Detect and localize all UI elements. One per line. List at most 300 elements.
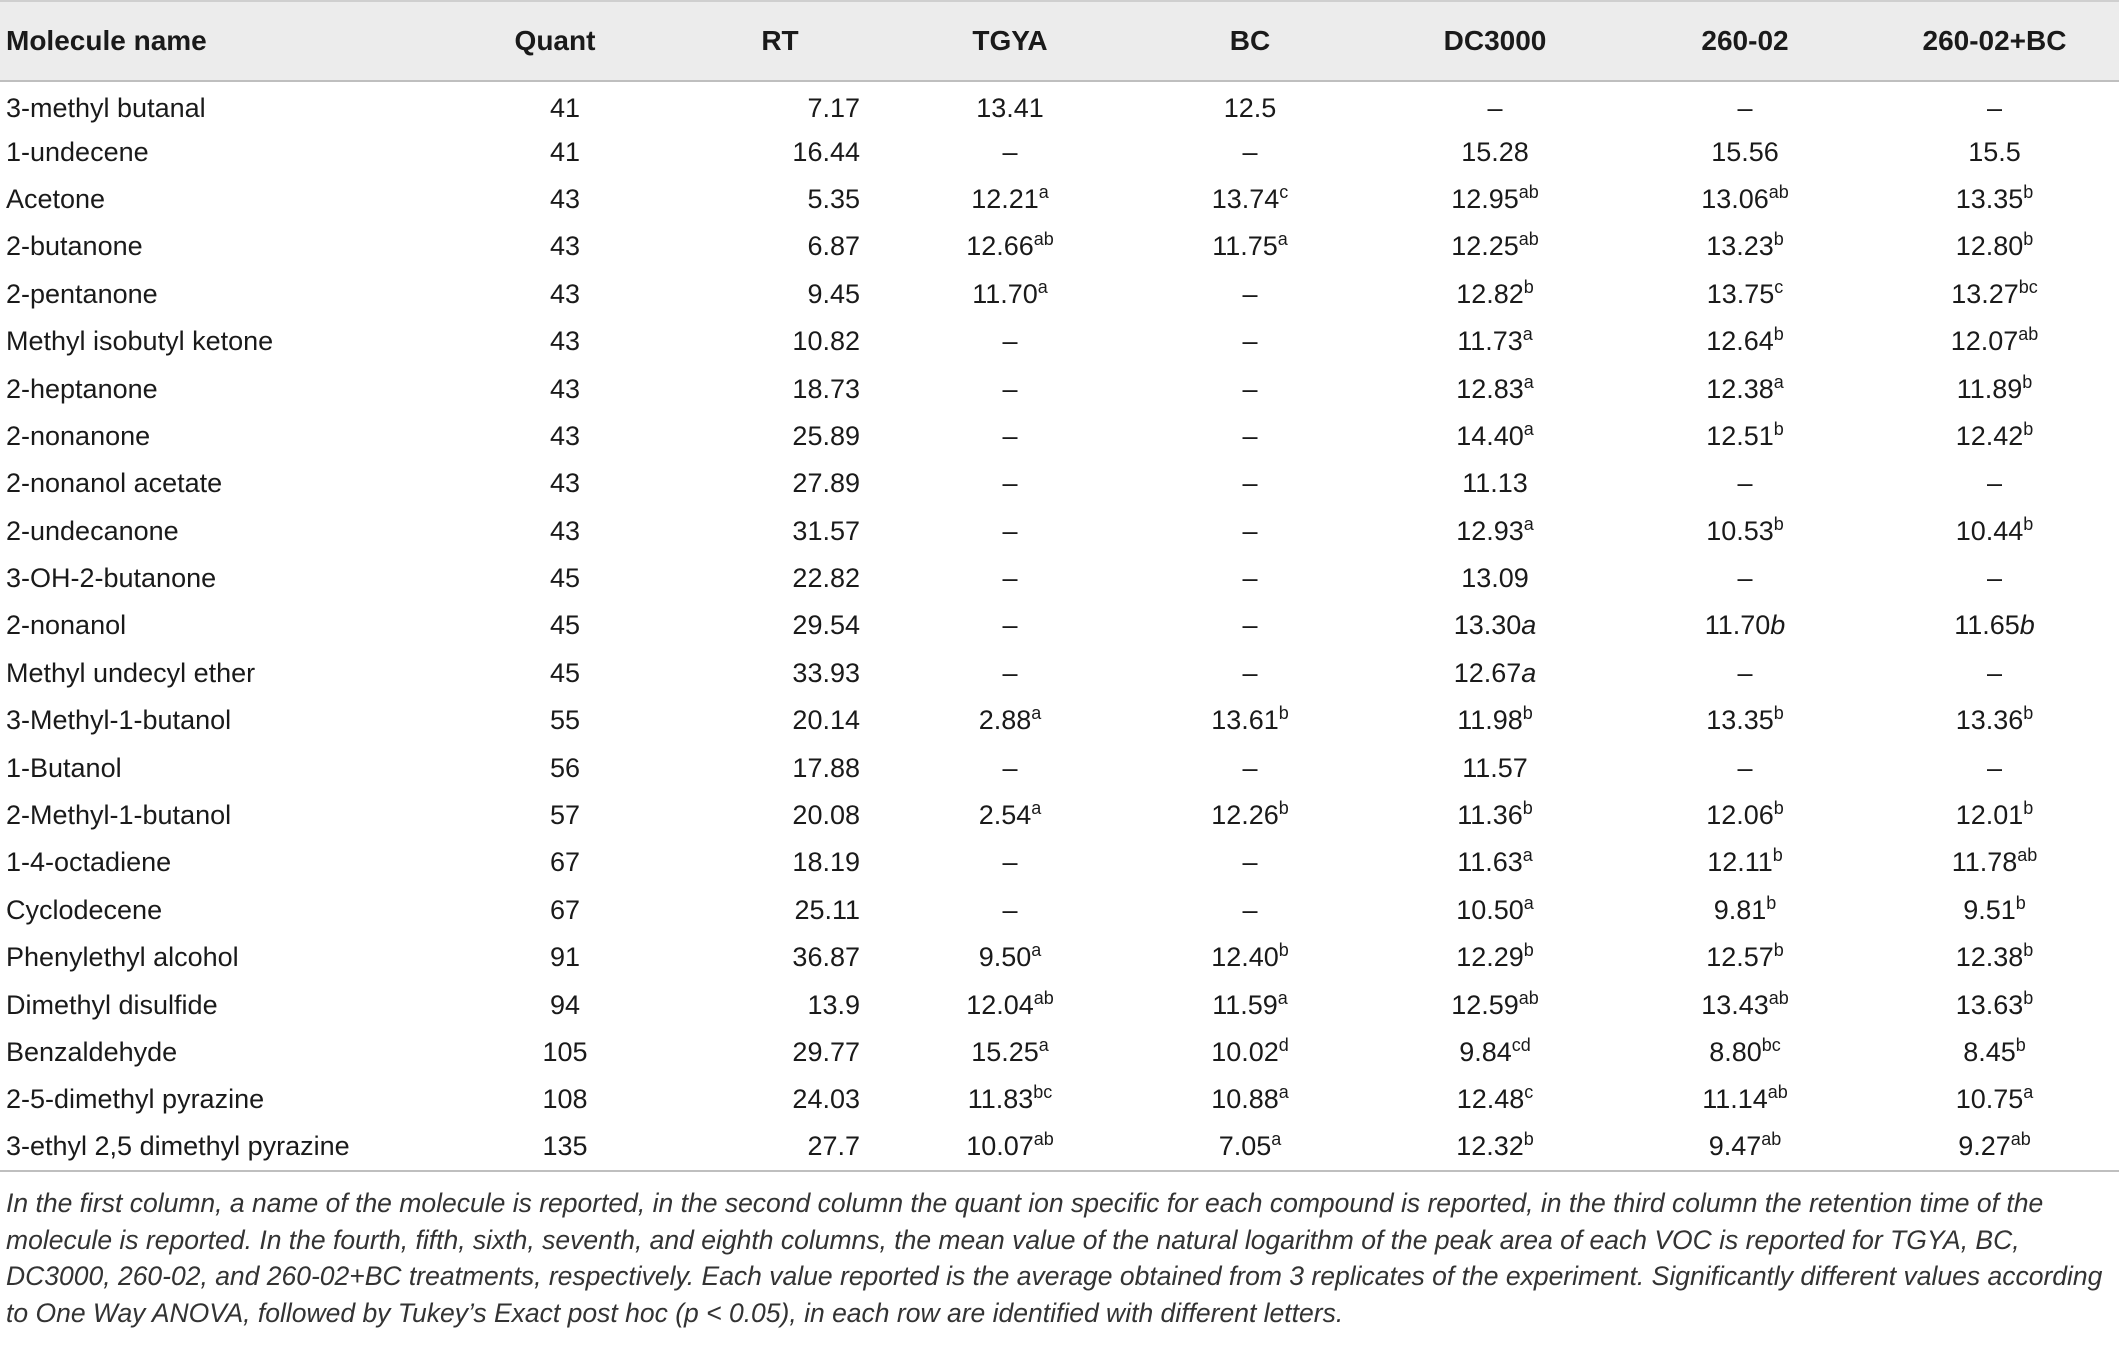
- cell-rt: [670, 176, 890, 223]
- value-tgya: –: [1002, 610, 1018, 641]
- significance-letter: b: [1522, 798, 1533, 819]
- value-tgya: –: [1002, 894, 1018, 925]
- cell-quant: [440, 223, 670, 270]
- significance-letter: ab: [1033, 229, 1054, 250]
- cell-dc3000: [1370, 223, 1620, 270]
- cell-tgya: [890, 81, 1130, 128]
- value-bc: –: [1242, 515, 1258, 546]
- header-bc: BC: [1130, 1, 1370, 81]
- cell-molecule-name: 3-Methyl-1-butanol: [6, 705, 232, 736]
- significance-letter: b: [1773, 703, 1784, 724]
- value-dc3000: 13.30: [1453, 610, 1522, 641]
- value-260-02-bc: 15.5: [1968, 136, 2021, 167]
- cell-bc: [1130, 271, 1370, 318]
- table-row: [0, 365, 2119, 412]
- cell-260-02: [1620, 744, 1870, 791]
- cell-tgya: [890, 271, 1130, 318]
- significance-letter: b: [1523, 1129, 1534, 1150]
- table-row: [0, 413, 2119, 460]
- header-260-02: 260-02: [1620, 1, 1870, 81]
- cell-quant: [440, 887, 670, 934]
- significance-letter: b: [2023, 798, 2034, 819]
- value-dc3000: 11.13: [1462, 468, 1528, 499]
- cell-tgya: [890, 460, 1130, 507]
- value-260-02: 13.75: [1706, 278, 1775, 309]
- significance-letter: bc: [2018, 276, 2038, 297]
- value-tgya: –: [1002, 373, 1018, 404]
- cell-rt: [670, 697, 890, 744]
- value-260-02-bc: –: [1986, 657, 2003, 688]
- value-bc: –: [1242, 136, 1258, 167]
- quant-value: 108: [542, 1084, 588, 1115]
- significance-letter: b: [2023, 418, 2034, 439]
- header-row: [0, 1, 2119, 81]
- value-dc3000: 12.59: [1451, 989, 1519, 1020]
- cell-260-02-bc: [1870, 1076, 2119, 1123]
- significance-letter: ab: [1768, 181, 1789, 202]
- value-260-02-bc: 8.45: [1963, 1037, 2016, 1067]
- value-bc: –: [1242, 610, 1258, 641]
- rt-value: 33.93: [792, 657, 860, 688]
- cell-molecule-name: 3-OH-2-butanone: [6, 563, 217, 594]
- cell-260-02: [1620, 318, 1870, 365]
- cell-rt: [670, 602, 890, 649]
- value-bc: –: [1242, 563, 1258, 594]
- value-bc: 10.88: [1211, 1084, 1279, 1115]
- table-row: [0, 223, 2119, 270]
- value-dc3000: 12.83: [1456, 373, 1524, 404]
- table-row: [0, 1124, 2119, 1171]
- significance-letter: a: [1031, 798, 1042, 819]
- value-260-02-bc: 13.27: [1951, 278, 2019, 309]
- significance-letter: a: [1522, 324, 1533, 345]
- quant-value: 43: [549, 231, 581, 262]
- value-260-02-bc: 10.75: [1955, 1084, 2024, 1115]
- value-260-02: 12.38: [1706, 373, 1774, 404]
- cell-260-02-bc: [1870, 81, 2119, 128]
- cell-tgya: [890, 839, 1130, 886]
- rt-value: 18.19: [792, 847, 860, 878]
- cell-rt: [670, 413, 890, 460]
- cell-tgya: [890, 508, 1130, 555]
- cell-rt: [670, 223, 890, 270]
- cell-260-02: [1620, 81, 1870, 128]
- value-tgya: 10.07: [966, 1131, 1034, 1162]
- quant-value: 45: [549, 610, 581, 641]
- value-dc3000: 12.67: [1453, 657, 1522, 688]
- value-260-02: 12.57: [1706, 942, 1774, 973]
- cell-bc: [1130, 650, 1370, 697]
- quant-value: 43: [549, 326, 581, 357]
- cell-bc: [1130, 318, 1370, 365]
- rt-value: 31.57: [792, 515, 860, 546]
- value-260-02: 13.35: [1706, 705, 1774, 736]
- value-260-02: 10.53: [1706, 515, 1774, 546]
- table-row: [0, 271, 2119, 318]
- significance-letter: a: [1523, 418, 1534, 439]
- table-row: [0, 650, 2119, 697]
- significance-letter: d: [1278, 1035, 1289, 1055]
- significance-letter: a: [1523, 371, 1534, 392]
- cell-260-02-bc: [1870, 934, 2119, 981]
- value-dc3000: 12.82: [1456, 278, 1524, 309]
- cell-260-02-bc: [1870, 697, 2119, 744]
- significance-letter: a: [1523, 892, 1534, 913]
- value-260-02: 12.64: [1706, 326, 1774, 357]
- cell-260-02: [1620, 271, 1870, 318]
- value-dc3000: 11.63: [1457, 847, 1523, 878]
- value-dc3000: 11.57: [1462, 752, 1528, 783]
- value-tgya: –: [1002, 136, 1018, 167]
- cell-bc: [1130, 1029, 1370, 1076]
- cell-260-02-bc: [1870, 887, 2119, 934]
- significance-letter: b: [2023, 229, 2034, 250]
- significance-letter: b: [2015, 892, 2026, 913]
- cell-260-02-bc: [1870, 555, 2119, 602]
- rt-value: 29.77: [792, 1037, 860, 1067]
- cell-260-02: [1620, 792, 1870, 839]
- cell-260-02-bc: [1870, 318, 2119, 365]
- cell-quant: [440, 650, 670, 697]
- cell-bc: [1130, 223, 1370, 270]
- rt-value: 27.89: [792, 468, 860, 499]
- cell-bc: [1130, 602, 1370, 649]
- value-260-02: –: [1737, 657, 1753, 688]
- table-row: [0, 602, 2119, 649]
- header-260-02-bc: 260-02+BC: [1870, 1, 2119, 81]
- table-row: [0, 887, 2119, 934]
- value-bc: –: [1242, 420, 1258, 451]
- cell-molecule-name: 2-butanone: [6, 231, 143, 262]
- significance-letter: ab: [1518, 181, 1539, 202]
- cell-dc3000: [1370, 1076, 1620, 1123]
- value-tgya: –: [1002, 847, 1018, 878]
- cell-dc3000: [1370, 271, 1620, 318]
- value-260-02: 13.06: [1701, 183, 1769, 214]
- significance-letter: b: [1773, 940, 1784, 961]
- value-dc3000: 12.95: [1451, 183, 1519, 214]
- value-bc: 13.61: [1211, 705, 1279, 736]
- significance-letter: b: [1278, 940, 1289, 961]
- value-bc: –: [1242, 894, 1258, 925]
- cell-260-02-bc: [1870, 128, 2119, 175]
- cell-tgya: [890, 1124, 1130, 1171]
- rt-value: 36.87: [792, 942, 860, 973]
- value-260-02-bc: 11.65: [1954, 610, 2020, 641]
- cell-quant: [440, 1076, 670, 1123]
- cell-260-02: [1620, 508, 1870, 555]
- rt-value: 22.82: [792, 563, 860, 594]
- cell-quant: [440, 271, 670, 318]
- cell-molecule-name: 2-pentanone: [6, 278, 158, 309]
- cell-bc: [1130, 744, 1370, 791]
- cell-260-02: [1620, 1076, 1870, 1123]
- cell-bc: [1130, 460, 1370, 507]
- cell-rt: [670, 318, 890, 365]
- quant-value: 41: [549, 92, 581, 123]
- quant-value: 43: [549, 278, 581, 309]
- value-dc3000: 11.98: [1457, 705, 1523, 736]
- cell-bc: [1130, 508, 1370, 555]
- rt-value: 20.08: [792, 800, 860, 831]
- value-260-02: –: [1737, 563, 1753, 594]
- cell-molecule-name: Methyl undecyl ether: [6, 657, 256, 688]
- quant-value: 43: [549, 468, 581, 499]
- value-260-02-bc: 12.42: [1955, 420, 2024, 451]
- cell-rt: [670, 792, 890, 839]
- value-260-02-bc: 11.78: [1951, 847, 2018, 878]
- significance-letter: b: [2023, 513, 2034, 534]
- value-tgya: –: [1002, 563, 1018, 594]
- table-row: [0, 981, 2119, 1028]
- cell-260-02-bc: [1870, 223, 2119, 270]
- cell-bc: [1130, 887, 1370, 934]
- quant-value: 55: [549, 705, 581, 736]
- value-260-02: 8.80: [1709, 1037, 1762, 1067]
- table-row: [0, 318, 2119, 365]
- quant-value: 43: [549, 373, 581, 404]
- cell-260-02: [1620, 413, 1870, 460]
- value-bc: 12.5: [1223, 92, 1277, 123]
- cell-molecule-name: Acetone: [6, 183, 106, 214]
- cell-bc: [1130, 81, 1370, 128]
- value-dc3000: 14.40: [1456, 420, 1524, 451]
- value-dc3000: 11.36: [1457, 800, 1523, 831]
- significance-letter: a: [1522, 845, 1533, 866]
- value-bc: 13.74: [1211, 183, 1280, 214]
- value-260-02-bc: –: [1986, 563, 2003, 594]
- table-row: [0, 555, 2119, 602]
- cell-quant: [440, 839, 670, 886]
- cell-260-02-bc: [1870, 981, 2119, 1028]
- cell-260-02-bc: [1870, 650, 2119, 697]
- cell-260-02-bc: [1870, 413, 2119, 460]
- table-row: [0, 792, 2119, 839]
- value-dc3000: 9.84: [1459, 1037, 1512, 1067]
- value-tgya: 12.21: [971, 183, 1039, 214]
- significance-letter: b: [1773, 418, 1784, 439]
- cell-tgya: [890, 650, 1130, 697]
- cell-rt: [670, 744, 890, 791]
- cell-tgya: [890, 555, 1130, 602]
- value-260-02: 11.14: [1702, 1084, 1768, 1115]
- value-260-02-bc: 11.89: [1956, 373, 2023, 404]
- quant-value: 91: [549, 942, 581, 973]
- cell-molecule-name: 1-Butanol: [6, 752, 122, 783]
- significance-letter: b: [1766, 892, 1777, 913]
- value-dc3000: 15.28: [1461, 136, 1529, 167]
- cell-rt: [670, 934, 890, 981]
- significance-letter: b: [2022, 371, 2033, 392]
- cell-260-02-bc: [1870, 460, 2119, 507]
- cell-rt: [670, 508, 890, 555]
- cell-bc: [1130, 128, 1370, 175]
- significance-letter: ab: [2017, 845, 2038, 866]
- significance-letter: a: [1277, 987, 1288, 1008]
- cell-rt: [670, 650, 890, 697]
- value-bc: 11.59: [1212, 989, 1278, 1020]
- cell-rt: [670, 271, 890, 318]
- cell-dc3000: [1370, 1029, 1620, 1076]
- value-dc3000: 12.48: [1456, 1084, 1525, 1115]
- rt-value: 16.44: [792, 136, 860, 167]
- cell-tgya: [890, 697, 1130, 744]
- value-260-02: 12.06: [1706, 800, 1774, 831]
- value-tgya: –: [1002, 515, 1018, 546]
- cell-molecule-name: 1-undecene: [6, 136, 149, 167]
- cell-rt: [670, 555, 890, 602]
- quant-value: 67: [549, 847, 581, 878]
- cell-bc: [1130, 555, 1370, 602]
- value-dc3000: –: [1487, 92, 1503, 123]
- value-tgya: 2.88: [978, 705, 1032, 736]
- significance-letter: a: [1031, 703, 1042, 724]
- value-tgya: –: [1002, 420, 1018, 451]
- significance-letter: bc: [1761, 1035, 1781, 1055]
- table-row: [0, 176, 2119, 223]
- significance-letter: ab: [1033, 1129, 1054, 1150]
- cell-rt: [670, 1076, 890, 1123]
- significance-letter: ab: [1761, 1129, 1782, 1150]
- table-row: [0, 128, 2119, 175]
- value-tgya: 11.83: [967, 1084, 1034, 1115]
- table-row: [0, 1029, 2119, 1076]
- significance-letter: ab: [1518, 229, 1539, 250]
- cell-tgya: [890, 223, 1130, 270]
- rt-value: 29.54: [792, 610, 860, 641]
- significance-letter: b: [1278, 798, 1289, 819]
- cell-dc3000: [1370, 697, 1620, 744]
- cell-bc: [1130, 792, 1370, 839]
- quant-value: 45: [549, 563, 581, 594]
- significance-letter: b: [2019, 610, 2035, 641]
- significance-letter: b: [2023, 940, 2034, 961]
- cell-dc3000: [1370, 176, 1620, 223]
- value-bc: –: [1242, 373, 1258, 404]
- rt-value: 25.89: [792, 420, 860, 451]
- cell-molecule-name: 2-5-dimethyl pyrazine: [6, 1084, 265, 1115]
- significance-letter: a: [1031, 940, 1042, 961]
- rt-value: 25.11: [794, 894, 860, 925]
- value-tgya: –: [1002, 657, 1018, 688]
- significance-letter: b: [1772, 845, 1783, 866]
- cell-rt: [670, 1029, 890, 1076]
- cell-dc3000: [1370, 508, 1620, 555]
- cell-260-02-bc: [1870, 176, 2119, 223]
- rt-value: 17.88: [792, 752, 860, 783]
- significance-letter: b: [1773, 229, 1784, 250]
- cell-molecule-name: 2-Methyl-1-butanol: [6, 800, 232, 831]
- cell-260-02: [1620, 223, 1870, 270]
- value-tgya: 12.04: [966, 989, 1034, 1020]
- value-tgya: 15.25: [971, 1037, 1039, 1067]
- value-dc3000: 12.29: [1456, 942, 1524, 973]
- cell-dc3000: [1370, 1124, 1620, 1171]
- significance-letter: ab: [1033, 987, 1054, 1008]
- value-260-02: 12.51: [1706, 420, 1774, 451]
- cell-260-02: [1620, 128, 1870, 175]
- header-quant: Quant: [440, 1, 670, 81]
- cell-quant: [440, 413, 670, 460]
- value-bc: –: [1242, 847, 1258, 878]
- cell-dc3000: [1370, 934, 1620, 981]
- cell-tgya: [890, 981, 1130, 1028]
- cell-molecule-name: Methyl isobutyl ketone: [6, 326, 274, 357]
- value-260-02-bc: 9.27: [1958, 1131, 2011, 1162]
- significance-letter: a: [1038, 181, 1049, 202]
- rt-value: 5.35: [807, 183, 860, 214]
- significance-letter: a: [1277, 229, 1288, 250]
- value-dc3000: 12.32: [1456, 1131, 1524, 1162]
- cell-quant: [440, 744, 670, 791]
- cell-molecule-name: Cyclodecene: [6, 894, 163, 925]
- significance-letter: a: [1523, 513, 1534, 534]
- cell-rt: [670, 839, 890, 886]
- value-260-02-bc: 12.07: [1950, 326, 2019, 357]
- cell-260-02: [1620, 697, 1870, 744]
- value-dc3000: 12.93: [1456, 515, 1524, 546]
- header-tgya: TGYA: [890, 1, 1130, 81]
- significance-letter: ab: [2018, 324, 2039, 345]
- table-row: [0, 1076, 2119, 1123]
- value-260-02: –: [1737, 468, 1753, 499]
- value-260-02: 11.70: [1704, 610, 1771, 641]
- value-bc: 7.05: [1218, 1131, 1272, 1162]
- significance-letter: ab: [1768, 987, 1789, 1008]
- cell-dc3000: [1370, 318, 1620, 365]
- cell-260-02-bc: [1870, 602, 2119, 649]
- value-260-02-bc: –: [1986, 92, 2003, 123]
- value-bc: –: [1242, 326, 1258, 357]
- value-tgya: 11.70: [972, 278, 1038, 309]
- cell-bc: [1130, 697, 1370, 744]
- cell-quant: [440, 602, 670, 649]
- cell-260-02: [1620, 602, 1870, 649]
- significance-letter: b: [2023, 181, 2034, 202]
- value-260-02-bc: 12.01: [1955, 800, 2024, 831]
- cell-260-02: [1620, 555, 1870, 602]
- rt-value: 24.03: [792, 1084, 860, 1115]
- cell-molecule-name: Dimethyl disulfide: [6, 989, 218, 1020]
- cell-tgya: [890, 365, 1130, 412]
- cell-quant: [440, 365, 670, 412]
- value-bc: 12.26: [1211, 800, 1279, 831]
- cell-dc3000: [1370, 839, 1620, 886]
- significance-letter: ab: [2010, 1129, 2031, 1150]
- significance-letter: a: [2023, 1082, 2034, 1103]
- rt-value: 27.7: [807, 1131, 860, 1162]
- cell-quant: [440, 508, 670, 555]
- cell-quant: [440, 555, 670, 602]
- cell-molecule-name: 2-nonanol: [6, 610, 127, 641]
- significance-letter: b: [1278, 703, 1289, 724]
- value-tgya: 13.41: [976, 92, 1044, 123]
- significance-letter: a: [1271, 1129, 1282, 1150]
- rt-value: 10.82: [792, 326, 860, 357]
- cell-tgya: [890, 1076, 1130, 1123]
- cell-260-02: [1620, 1124, 1870, 1171]
- cell-bc: [1130, 934, 1370, 981]
- cell-dc3000: [1370, 744, 1620, 791]
- value-dc3000: 12.25: [1451, 231, 1519, 262]
- cell-quant: [440, 934, 670, 981]
- cell-bc: [1130, 981, 1370, 1028]
- significance-letter: a: [1278, 1082, 1289, 1103]
- cell-260-02: [1620, 176, 1870, 223]
- value-260-02: 15.56: [1711, 136, 1779, 167]
- cell-dc3000: [1370, 887, 1620, 934]
- cell-260-02: [1620, 887, 1870, 934]
